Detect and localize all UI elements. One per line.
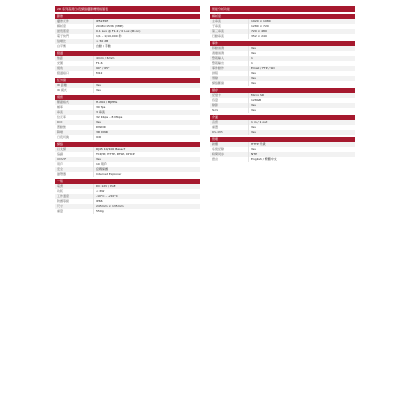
spec-label: 瀏覽器 [57, 172, 67, 176]
spec-value: Yes [93, 120, 200, 125]
spec-row [210, 81, 355, 86]
spec-value: Yes [248, 125, 355, 130]
spec-label: 白平衡 [57, 44, 67, 48]
spec-value: 4mm / 6mm [93, 56, 200, 61]
left-sections [55, 14, 200, 214]
section-rows [210, 93, 355, 113]
spec-label: 音訊 [212, 120, 219, 124]
spec-row [210, 108, 355, 113]
spec-label: 網絡斷線 [212, 81, 225, 85]
spec-label: 第三串流 [212, 29, 225, 33]
section-title: 鏡頭 [55, 51, 200, 56]
spec-value: 3D DNR [93, 130, 200, 135]
spec-label: 系統記錄 [212, 147, 225, 151]
section-title: 影像 [55, 14, 200, 19]
spec-label: 工作溫度 [57, 194, 70, 198]
spec-value: Email / FTP / SD [248, 66, 355, 71]
spec-value: DWDR [93, 125, 200, 130]
spec-value: Yes [248, 76, 355, 81]
spec-label: 降噪 [57, 130, 64, 134]
spec-label: 行動串流 [212, 34, 225, 38]
spec-label: 電子快門 [57, 34, 70, 38]
spec-value: 245mm × 135mm [93, 204, 200, 209]
spec-label: 重置 [212, 125, 219, 129]
spec-sheet [0, 6, 410, 404]
spec-label: 錄影 [212, 103, 219, 107]
spec-label: 功耗 [57, 189, 64, 193]
spec-value: 1/1 – 1/10,000 秒 [93, 34, 200, 39]
spec-value: 3 串流 [93, 110, 200, 115]
spec-label: 電源 [57, 184, 64, 188]
spec-label: ROI [57, 120, 63, 124]
section-title: 紅外線 [55, 78, 200, 83]
spec-value: < 6W [93, 189, 200, 194]
spec-row [210, 34, 355, 39]
spec-value: Yes [248, 130, 355, 135]
spec-label: 信噪比 [57, 39, 67, 43]
spec-value: 2048×1536 (3MP) [93, 24, 200, 29]
spec-value: Yes [248, 51, 355, 56]
spec-label: 排程 [212, 71, 219, 75]
spec-value: Yes [93, 157, 200, 162]
spec-value: Internet Explorer [93, 172, 200, 177]
spec-label: 尺寸 [57, 204, 64, 208]
right-sections [210, 14, 355, 162]
spec-label: 協議 [57, 152, 64, 156]
spec-value: Yes [93, 83, 200, 88]
spec-value: 352 × 240 [248, 34, 355, 39]
spec-label: 最低照度 [57, 29, 70, 33]
spec-label: RS-485 [212, 130, 223, 134]
section-rows [55, 100, 200, 140]
spec-value: 自動 / 手動 [93, 44, 200, 49]
spec-value: Yes [93, 88, 200, 93]
right-banner: 智能分析功能 [210, 6, 355, 12]
spec-value: H.264 / MJPEG [93, 100, 200, 105]
right-column [210, 6, 355, 162]
spec-label: IR 模式 [57, 88, 67, 92]
section-title: 管理 [210, 137, 355, 142]
spec-value: TCP/IP, HTTP, RTSP, DHCP [93, 152, 200, 157]
spec-label: 安全 [57, 167, 64, 171]
spec-value: 720 × 480 [248, 29, 355, 34]
section-rows [210, 46, 355, 86]
spec-label: 寬動態 [57, 125, 67, 129]
spec-label: 警報輸入 [212, 56, 225, 60]
section-rows [55, 19, 200, 49]
section-title: 解析度 [210, 14, 355, 19]
section-title: 視訊 [55, 95, 200, 100]
spec-value: HTTP 升級 [248, 142, 355, 147]
left-column [55, 6, 200, 214]
spec-row [55, 71, 200, 76]
spec-value: 550g [93, 209, 200, 214]
section-rows [210, 120, 355, 135]
spec-value: IP66 [93, 199, 200, 204]
spec-value: 1 [248, 61, 355, 66]
spec-label: 預錄 [212, 76, 219, 80]
spec-label: 光圈 [57, 61, 64, 65]
spec-label: 韌體 [212, 142, 219, 146]
spec-value: ICR [93, 135, 200, 140]
spec-label: 重量 [57, 209, 64, 213]
spec-label: 事件動作 [212, 66, 225, 70]
spec-label: 幀率 [57, 105, 64, 109]
spec-value: Yes [248, 108, 355, 113]
spec-value: M12 [93, 71, 200, 76]
spec-row [210, 157, 355, 162]
section-rows [55, 184, 200, 214]
spec-row [55, 135, 200, 140]
spec-value: 密碼保護 [93, 167, 200, 172]
spec-label: IR 距離 [57, 83, 67, 87]
spec-value: 128GB [248, 98, 355, 103]
spec-label: 移動偵測 [212, 46, 225, 50]
section-rows [55, 83, 200, 93]
spec-value: Yes [248, 46, 355, 51]
spec-value: 1 in / 1 out [248, 120, 355, 125]
section-rows [55, 56, 200, 76]
spec-value: Micro SD [248, 93, 355, 98]
spec-label: 語言 [212, 157, 219, 161]
spec-value: NTP [248, 152, 355, 157]
spec-label: 容量 [212, 98, 219, 102]
spec-value: F1.6 [93, 61, 200, 66]
spec-value: 32 Kbps – 8 Mbps [93, 115, 200, 120]
spec-label: 用戶 [57, 162, 64, 166]
spec-label: 日夜切換 [57, 135, 70, 139]
spec-value: Yes [248, 147, 355, 152]
section-title: 介面 [210, 115, 355, 120]
spec-label: 遮擋偵測 [212, 51, 225, 55]
spec-label: 串流 [57, 110, 64, 114]
spec-value: Yes [248, 81, 355, 86]
spec-value: > 50 dB [93, 39, 200, 44]
section-title: 網絡 [55, 142, 200, 147]
spec-label: 解析度 [57, 24, 67, 28]
spec-row [55, 88, 200, 93]
spec-label: 位元率 [57, 115, 67, 119]
spec-value: Yes [248, 103, 355, 108]
section-rows [55, 147, 200, 177]
section-rows [210, 19, 355, 39]
spec-value: DC 12V / PoE [93, 184, 200, 189]
spec-label: NAS [212, 108, 219, 112]
section-title: 一般 [55, 179, 200, 184]
section-title: 儲存 [210, 88, 355, 93]
spec-label: 記憶卡 [212, 93, 222, 97]
spec-value: English / 繁體中文 [248, 157, 355, 162]
spec-label: 以太網 [57, 147, 67, 151]
spec-label: 視角 [57, 66, 64, 70]
left-banner: 2D 系列高清日/夜網絡攝影機規格簡表 [55, 6, 200, 12]
spec-row [55, 172, 200, 177]
spec-label: 防護等級 [57, 199, 70, 203]
spec-value: 1 [248, 56, 355, 61]
spec-label: 焦距 [57, 56, 64, 60]
spec-row [210, 130, 355, 135]
spec-value: IP5235E [93, 19, 200, 24]
section-title: 事件 [210, 41, 355, 46]
spec-label: 攝像元件 [57, 19, 70, 23]
spec-label: 主串流 [212, 19, 222, 23]
spec-value: 0.1 Lux @ F1.2 / 0 Lux (IR on) [93, 29, 200, 34]
spec-label: 時間同步 [212, 152, 225, 156]
spec-value: 10 用戶 [93, 162, 200, 167]
spec-value: Yes [248, 71, 355, 76]
spec-row [55, 209, 200, 214]
spec-label: ONVIF [57, 157, 67, 161]
section-rows [210, 142, 355, 162]
spec-label: 鏡頭接口 [57, 71, 70, 75]
spec-label: 警報輸出 [212, 61, 225, 65]
spec-value: 1920 × 1080 [248, 19, 355, 24]
spec-value: 30 fps [93, 105, 200, 110]
spec-value: -10°C – +50°C [93, 194, 200, 199]
spec-label: 子串流 [212, 24, 222, 28]
spec-value: 1280 × 720 [248, 24, 355, 29]
spec-label: 壓縮格式 [57, 100, 70, 104]
spec-row [55, 44, 200, 49]
spec-value: RJ45 10/100 Base-T [93, 147, 200, 152]
spec-value: 90° / 65° [93, 66, 200, 71]
